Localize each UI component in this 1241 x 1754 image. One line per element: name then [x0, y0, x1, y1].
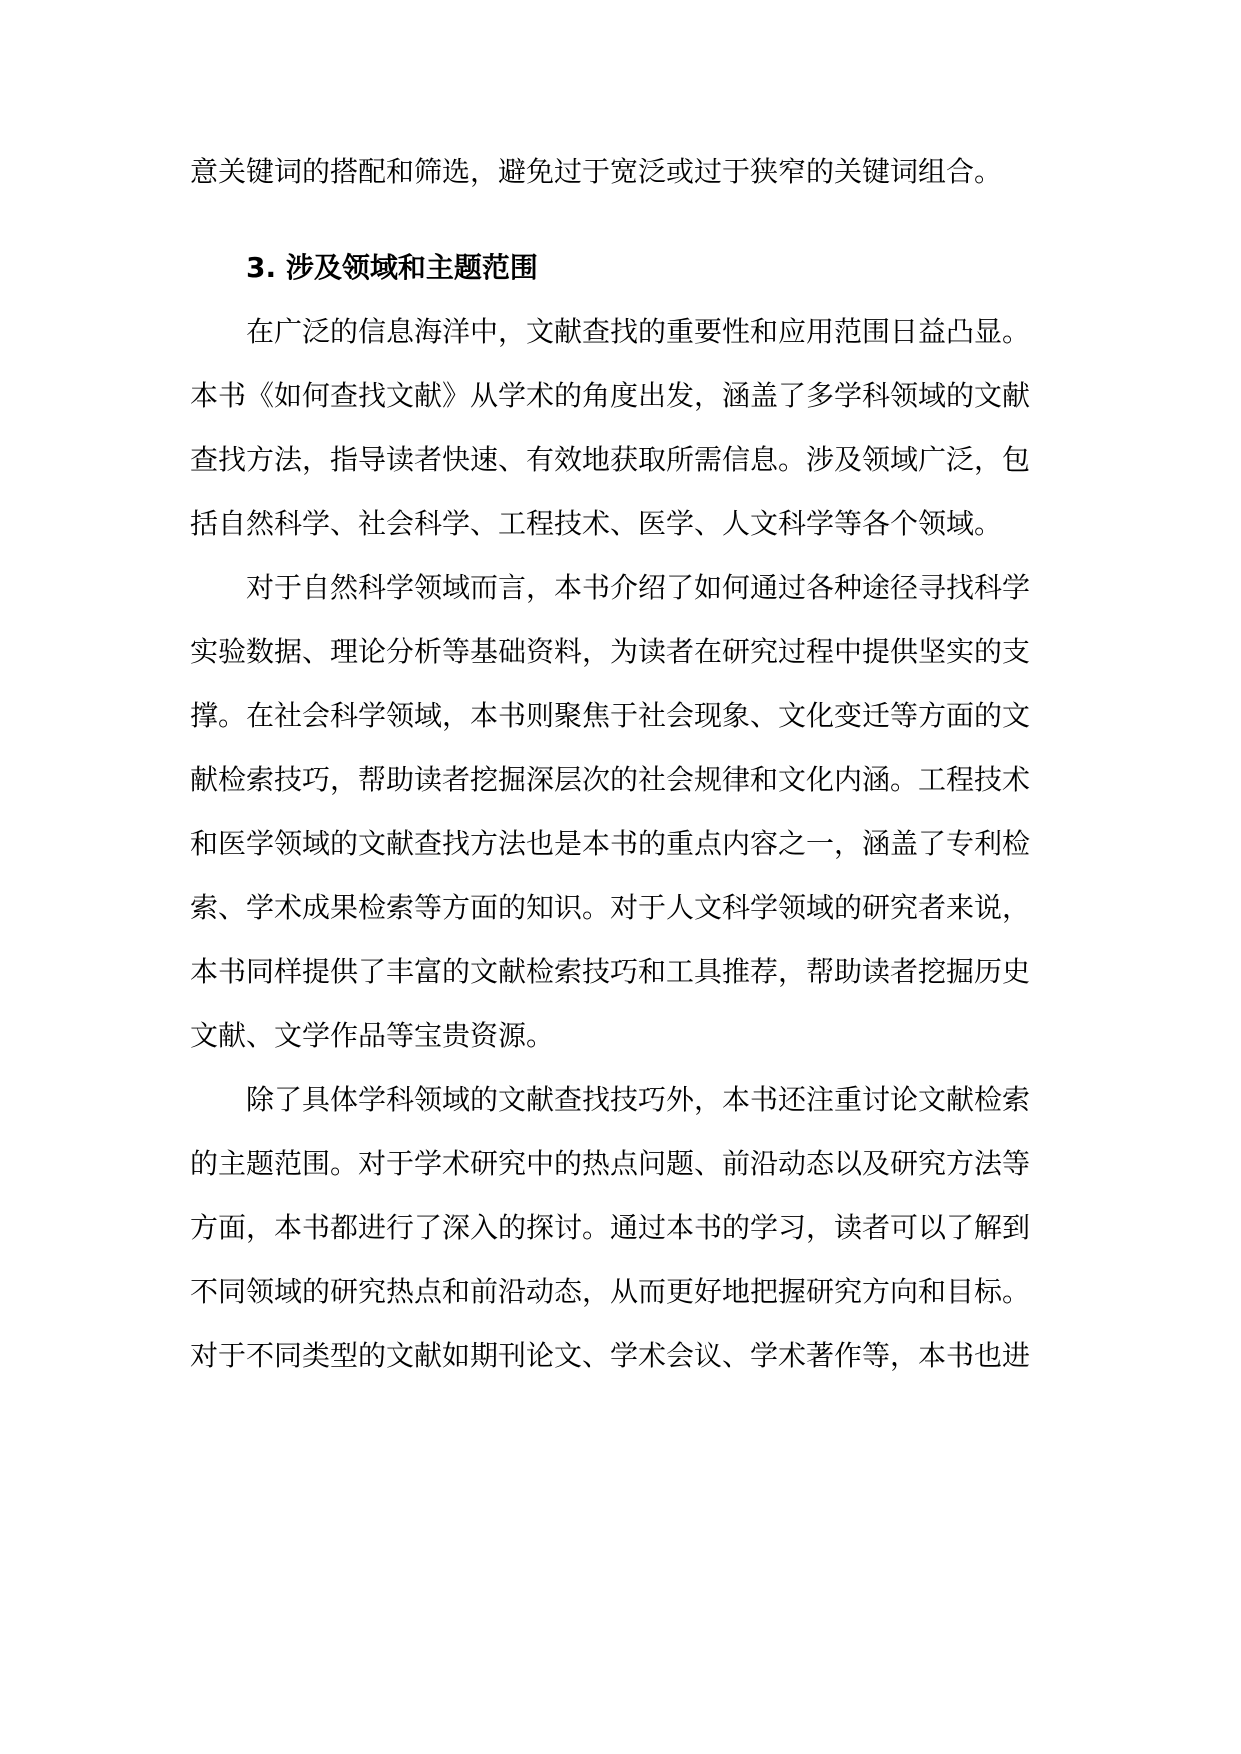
paragraph-line: 实验数据、理论分析等基础资料，为读者在研究过程中提供坚实的支	[190, 635, 1031, 668]
paragraph-line: 献检索技巧，帮助读者挖掘深层次的社会规律和文化内涵。工程技术	[190, 763, 1031, 796]
paragraph-line: 对于自然科学领域而言，本书介绍了如何通过各种途径寻找科学	[246, 571, 1031, 604]
paragraph-2	[190, 556, 1060, 1068]
paragraph-line: 撑。在社会科学领域，本书则聚焦于社会现象、文化变迁等方面的文	[190, 699, 1031, 732]
paragraph-line: 和医学领域的文献查找方法也是本书的重点内容之一，涵盖了专利检	[190, 827, 1031, 860]
paragraph-3	[190, 1068, 1060, 1388]
paragraph-line: 本书同样提供了丰富的文献检索技巧和工具推荐，帮助读者挖掘历史	[190, 955, 1031, 988]
paragraph-1	[190, 300, 1060, 556]
page-content	[190, 140, 1060, 1388]
paragraph-line: 不同领域的研究热点和前沿动态，从而更好地把握研究方向和目标。	[190, 1275, 1031, 1308]
paragraph-line: 文献、文学作品等宝贵资源。	[190, 1019, 555, 1052]
paragraph-line: 括自然科学、社会科学、工程技术、医学、人文科学等各个领域。	[190, 507, 1003, 540]
continuation-line: 意关键词的搭配和筛选，避免过于宽泛或过于狭窄的关键词组合。	[190, 155, 1003, 188]
paragraph-line: 对于不同类型的文献如期刊论文、学术会议、学术著作等，本书也进	[190, 1339, 1031, 1372]
paragraph-line: 在广泛的信息海洋中，文献查找的重要性和应用范围日益凸显。	[246, 315, 1031, 348]
paragraph-line: 查找方法，指导读者快速、有效地获取所需信息。涉及领域广泛，包	[190, 443, 1031, 476]
paragraph-line: 索、学术成果检索等方面的知识。对于人文科学领域的研究者来说，	[190, 891, 1031, 924]
paragraph-line: 除了具体学科领域的文献查找技巧外，本书还注重讨论文献检索	[246, 1083, 1031, 1116]
paragraph-line: 方面，本书都进行了深入的探讨。通过本书的学习，读者可以了解到	[190, 1211, 1031, 1244]
section-heading: 3. 涉及领域和主题范围	[246, 251, 538, 284]
paragraph-line: 的主题范围。对于学术研究中的热点问题、前沿动态以及研究方法等	[190, 1147, 1031, 1180]
paragraph-line: 本书《如何查找文献》从学术的角度出发，涵盖了多学科领域的文献	[190, 379, 1031, 412]
